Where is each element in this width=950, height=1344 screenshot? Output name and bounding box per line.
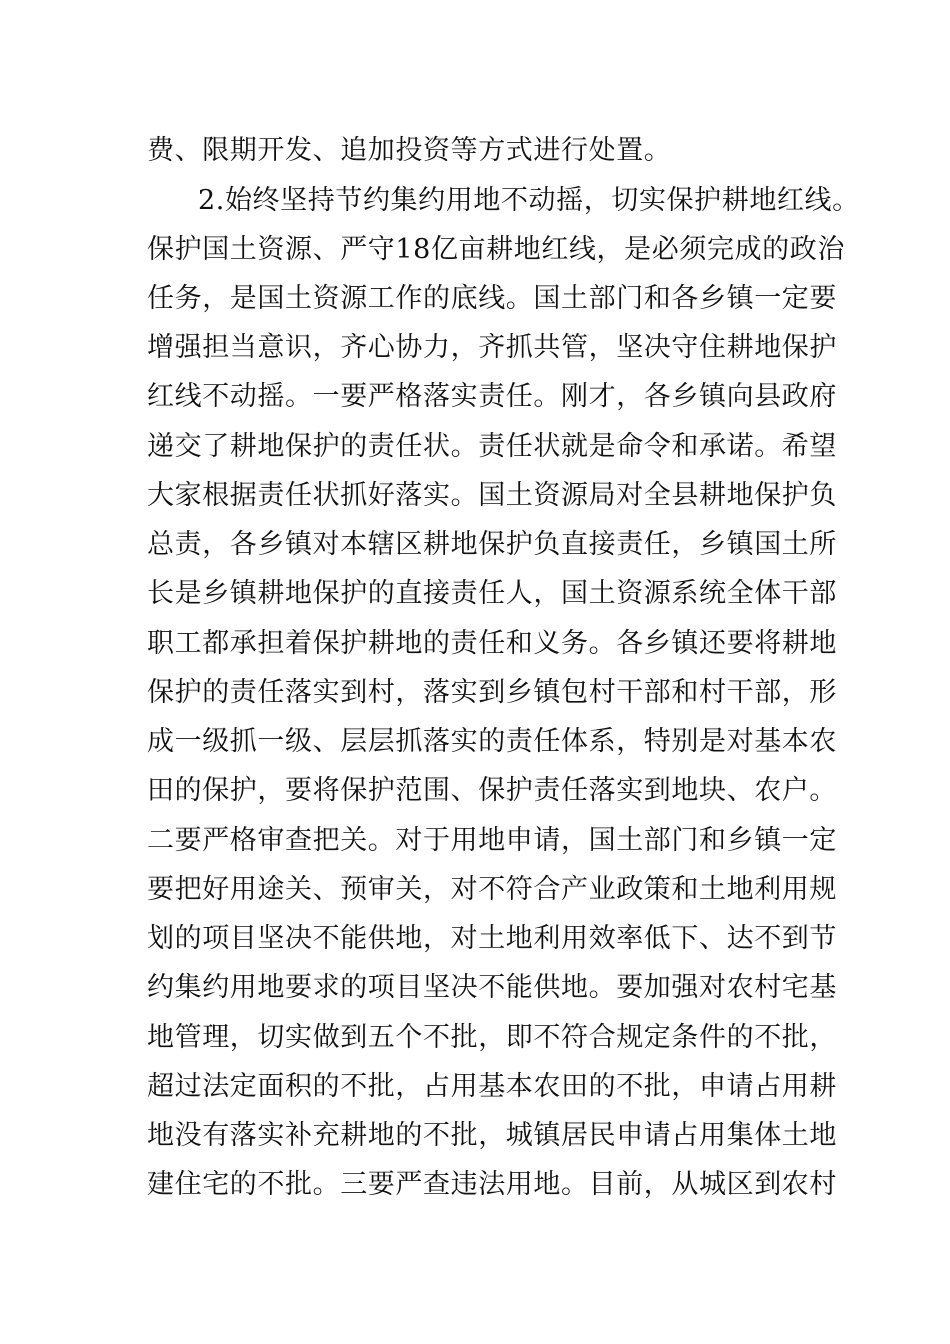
text-line: 递交了耕地保护的责任状。责任状就是命令和承诺。希望 [147,431,837,462]
text-line: 划的项目坚决不能供地，对土地利用效率低下、达不到节 [147,923,837,954]
text-line: 约集约用地要求的项目坚决不能供地。要加强对农村宅基 [147,972,837,1003]
text-line: 红线不动摇。一要严格落实责任。刚才，各乡镇向县政府 [147,381,837,412]
text-line: 任务，是国土资源工作的底线。国土部门和各乡镇一定要 [147,283,837,314]
text-line: 保护国土资源、严守18亿亩耕地红线，是必须完成的政治 [147,234,845,265]
text-line: 地管理，切实做到五个不批，即不符合规定条件的不批， [147,1022,837,1053]
text-line: 要把好用途关、预审关，对不符合产业政策和土地利用规 [147,874,837,905]
text-line: 成一级抓一级、层层抓落实的责任体系，特别是对基本农 [147,726,837,757]
text-line: 建住宅的不批。三要严查违法用地。目前，从城区到农村 [147,1169,837,1200]
text-line: 保护的责任落实到村，落实到乡镇包村干部和村干部，形 [147,677,837,708]
text-line: 二要严格审查把关。对于用地申请，国土部门和乡镇一定 [147,825,837,856]
text-line: 总责，各乡镇对本辖区耕地保护负直接责任，乡镇国土所 [147,529,837,560]
text-line: 超过法定面积的不批，占用基本农田的不批，申请占用耕 [147,1071,837,1102]
text-line: 增强担当意识，齐心协力，齐抓共管，坚决守住耕地保护 [147,332,837,363]
text-line: 长是乡镇耕地保护的直接责任人，国土资源系统全体干部 [147,578,837,609]
text-line: 费、限期开发、追加投资等方式进行处置。 [147,135,672,166]
text-line: 地没有落实补充耕地的不批，城镇居民申请占用集体土地 [147,1120,837,1151]
text-line: 职工都承担着保护耕地的责任和义务。各乡镇还要将耕地 [147,628,837,659]
text-line: 大家根据责任状抓好落实。国土资源局对全县耕地保护负 [147,480,837,511]
text-line: 田的保护，要将保护范围、保护责任落实到地块、农户。 [147,775,837,806]
section-heading-line: 2.始终坚持节约集约用地不动摇，切实保护耕地红线。 [198,185,860,216]
